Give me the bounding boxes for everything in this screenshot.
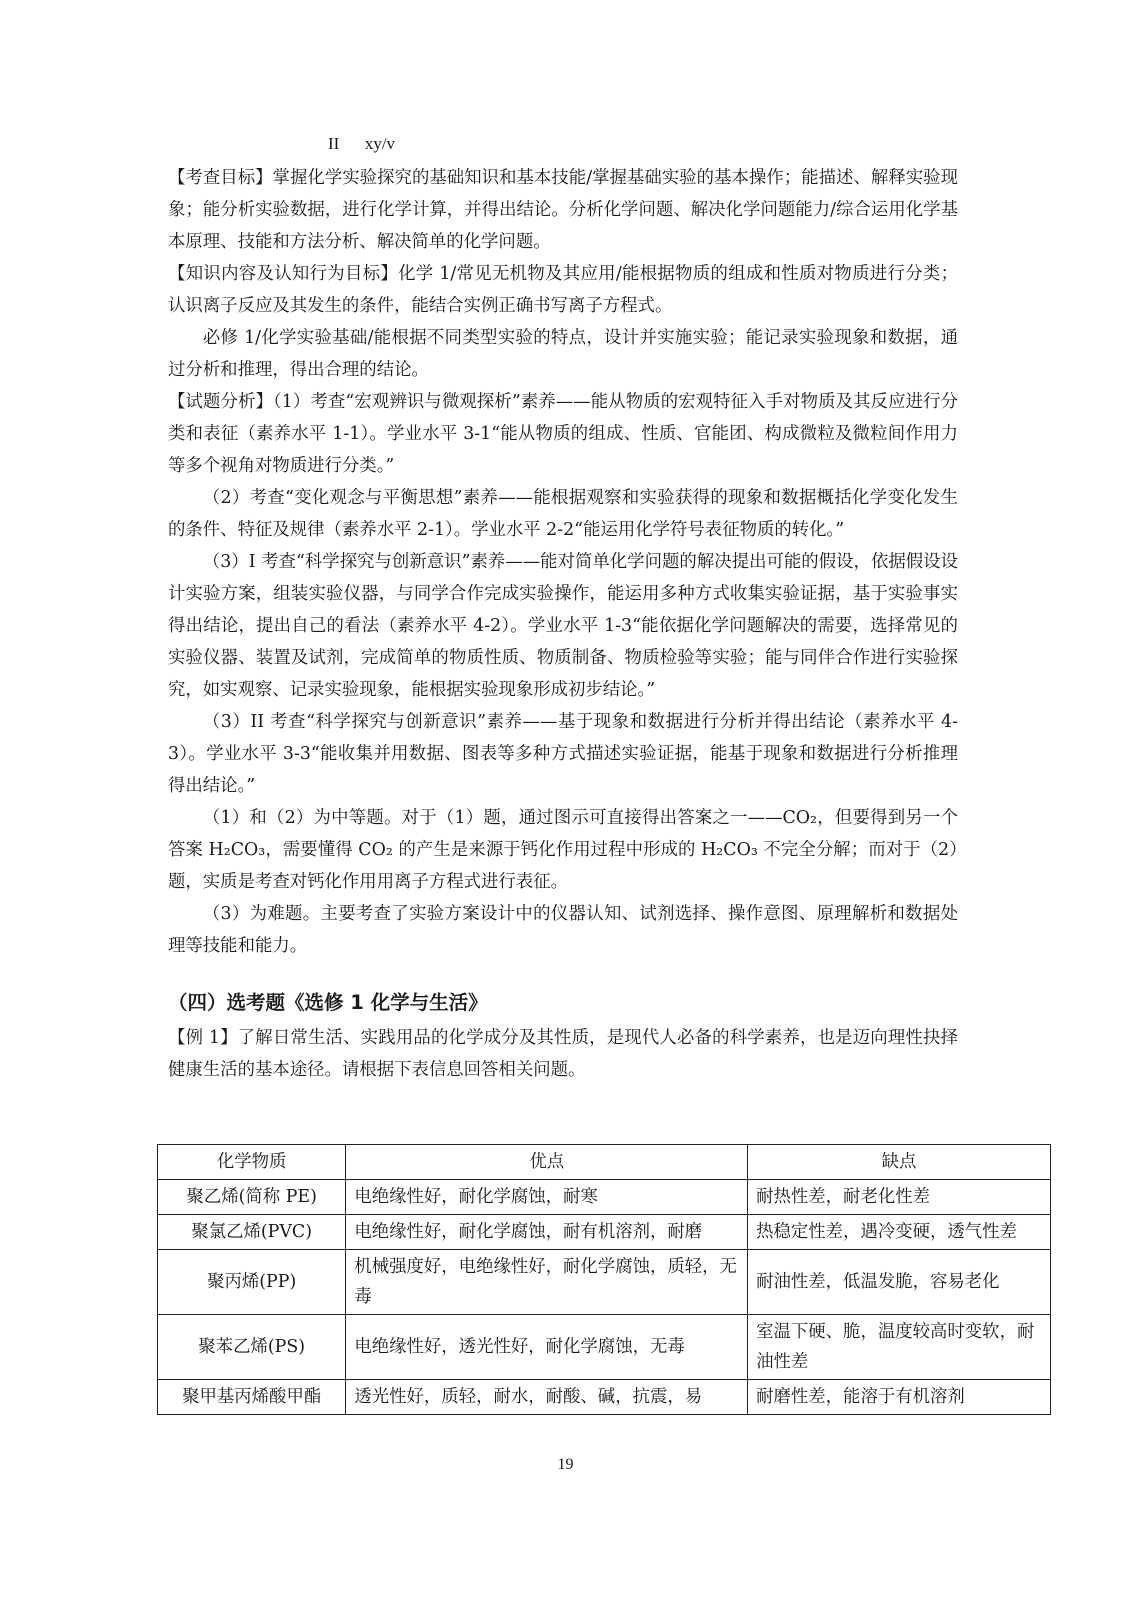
cell-disadvantages: 耐磨性差，能溶于有机溶剂 <box>748 1380 1051 1415</box>
header-disadvantages: 缺点 <box>748 1145 1051 1180</box>
cell-substance: 聚乙烯(简称 PE) <box>158 1180 346 1215</box>
cell-substance: 聚甲基丙烯酸甲酯 <box>158 1380 346 1415</box>
table-row <box>158 1315 1051 1380</box>
cell-substance: 聚苯乙烯(PS) <box>158 1315 346 1380</box>
header-advantages: 优点 <box>346 1145 748 1180</box>
polymer-comparison-table <box>157 1144 1051 1415</box>
analysis-paragraph-3-1: （3）I 考查“科学探究与创新意识”素养——能对简单化学问题的解决提出可能的假设，依据假设设计实验方案，组装实验仪器，与同学合作完成实验操作，能运用多种方式收集实验证据，基于实验事实得出结论，提出自己的看法（素养水平 4-2）。学业水平 1-3“能依据化学问题解决的需要，选择常见的实验仪器、装置及试剂，完成简单的物质性质、物质制备、物质检验等实验；能与同伴合作进行实验探究，如实观察、记录实验现象，能根据实验现象形成初步结论。” <box>168 552 958 700</box>
example-intro-paragraph: 【例 1】了解日常生活、实践用品的化学成分及其性质，是现代人必备的科学素养，也是迈向理性抉择健康生活的基本途径。请根据下表信息回答相关问题。 <box>168 1028 958 1080</box>
knowledge-goal-paragraph: 【知识内容及认知行为目标】化学 1/常见无机物及其应用/能根据物质的组成和性质对物质进行分类；认识离子反应及其发生的条件，能结合实例正确书写离子方程式。 <box>168 264 958 316</box>
table-row <box>158 1380 1051 1415</box>
cell-disadvantages: 耐油性差，低温发脆，容易老化 <box>748 1250 1051 1315</box>
cell-disadvantages: 热稳定性差，遇冷变硬，透气性差 <box>748 1215 1051 1250</box>
page-number: 19 <box>557 1456 574 1473</box>
table-header-row <box>158 1145 1051 1180</box>
header-substance: 化学物质 <box>158 1145 346 1180</box>
analysis-paragraph-1: 【试题分析】（1）考查“宏观辨识与微观探析”素养——能从物质的宏观特征入手对物质及其反应进行分类和表征（素养水平 1-1）。学业水平 3-1“能从物质的组成、性质、官能团、构成微粒及微粒间作用力等多个视角对物质进行分类。” <box>168 392 958 476</box>
cell-substance: 聚氯乙烯(PVC) <box>158 1215 346 1250</box>
compulsory-paragraph: 必修 1/化学实验基础/能根据不同类型实验的特点，设计并实施实验；能记录实验现象和数据，通过分析和推理，得出合理的结论。 <box>168 328 958 380</box>
cell-advantages: 透光性好，质轻，耐水，耐酸、碱，抗震，易 <box>346 1380 748 1415</box>
exam-goal-paragraph: 【考查目标】掌握化学实验探究的基础知识和基本技能/掌握基础实验的基本操作；能描述、解释实验现象；能分析实验数据，进行化学计算，并得出结论。分析化学问题、解决化学问题能力/综合运用化学基本原理、技能和方法分析、解决简单的化学问题。 <box>168 168 958 252</box>
table-row <box>158 1215 1051 1250</box>
analysis-paragraph-2: （2）考查“变化观念与平衡思想”素养——能根据观察和实验获得的现象和数据概括化学变化发生的条件、特征及规律（素养水平 2-1）。学业水平 2-2“能运用化学符号表征物质的转化。” <box>168 488 958 540</box>
cell-advantages: 机械强度好，电绝缘性好，耐化学腐蚀，质轻，无毒 <box>346 1250 748 1315</box>
cell-disadvantages: 耐热性差，耐老化性差 <box>748 1180 1051 1215</box>
cell-advantages: 电绝缘性好，耐化学腐蚀，耐寒 <box>346 1180 748 1215</box>
cell-advantages: 电绝缘性好，耐化学腐蚀，耐有机溶剂，耐磨 <box>346 1215 748 1250</box>
analysis-paragraph-3-2: （3）II 考查“科学探究与创新意识”素养——基于现象和数据进行分析并得出结论（素养水平 4-3）。学业水平 3-3“能收集并用数据、图表等多种方式描述实验证据，能基于现象和数据进行分析推理得出结论。” <box>168 712 958 796</box>
cell-advantages: 电绝缘性好，透光性好，耐化学腐蚀，无毒 <box>346 1315 748 1380</box>
header-fragment: II xy/v <box>328 134 396 153</box>
table-row <box>158 1180 1051 1215</box>
cell-disadvantages: 室温下硬、脆，温度较高时变软，耐油性差 <box>748 1315 1051 1380</box>
difficulty-paragraph-a: （1）和（2）为中等题。对于（1）题，通过图示可直接得出答案之一——CO₂，但要得到另一个答案 H₂CO₃，需要懂得 CO₂ 的产生是来源于钙化作用过程中形成的 H₂CO₃ 不完全分解；而对于（2）题，实质是考查对钙化作用用离子方程式进行表征。 <box>168 808 958 892</box>
cell-substance: 聚丙烯(PP) <box>158 1250 346 1315</box>
table-row <box>158 1250 1051 1315</box>
difficulty-paragraph-b: （3）为难题。主要考查了实验方案设计中的仪器认知、试剂选择、操作意图、原理解析和数据处理等技能和能力。 <box>168 904 958 956</box>
body-text <box>168 162 958 1086</box>
section-title: （四）选考题《选修 1 化学与生活》 <box>168 991 488 1014</box>
